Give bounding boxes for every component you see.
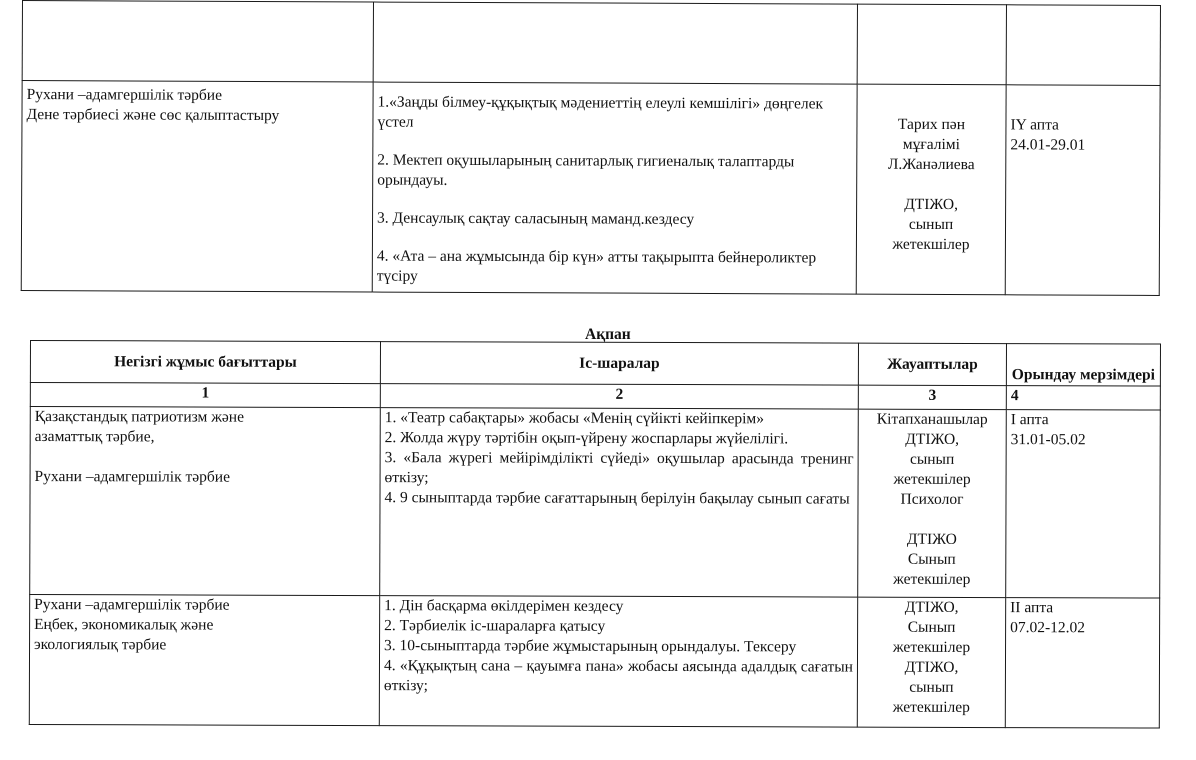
month-title: Ақпан: [585, 326, 631, 343]
deadline-dates: 31.01-05.02: [1010, 431, 1086, 449]
direction-line: азаматтық тәрбие,: [34, 428, 155, 446]
responsible-line: ДТІЖО,: [904, 195, 959, 214]
table-row: [22, 1, 1160, 86]
responsible-line: мұғалімі: [902, 135, 960, 154]
responsible-line: ДТІЖО,: [905, 430, 960, 448]
responsible-line: ДТІЖО,: [904, 658, 959, 676]
activity-item: 4. 9 сыныптарда тәрбие сағаттарының берілуін бақылау сынып сағаты: [384, 489, 850, 508]
header-responsible: Жауаптылар: [858, 343, 1006, 385]
column-number: 2: [380, 384, 858, 410]
deadline-week: IY апта: [1010, 116, 1059, 134]
responsible-line: сынып: [908, 215, 954, 234]
direction-line: Рухани –адамгершілік тәрбие: [34, 468, 231, 486]
table-row: [29, 595, 1159, 729]
plan-table: [29, 340, 1161, 729]
responsible-line: Психолог: [900, 490, 964, 508]
direction-line: Рухани –адамгершілік тәрбие: [26, 86, 223, 104]
empty-cell: [22, 1, 373, 83]
responsible-cell: [858, 409, 1007, 597]
activity-item: 3. 10-сыныптарда тәрбие жұмыстарының орындалуы. Тексеру: [384, 637, 797, 656]
responsible-line: Сынып: [907, 550, 956, 568]
responsible-line: жетекшілер: [892, 638, 971, 656]
column-number-row: [30, 383, 1160, 411]
header-directions: Негізгі жұмыс бағыттары: [30, 341, 380, 384]
activity-item: 2. Жолда жүру тәртібін оқып-үйрену жоспарлары жүйелілігі.: [384, 429, 789, 448]
column-number: 1: [30, 383, 380, 408]
deadline-cell: [1005, 85, 1160, 296]
activities-cell: [380, 408, 859, 598]
responsible-line: сынып: [909, 450, 955, 468]
responsible-line: Кітапханашылар: [876, 410, 988, 429]
activity-item: 4. «Ата – ана жұмысында бір күн» атты тақырыпта бейнероликтер түсіру: [376, 247, 817, 285]
direction-line: Рухани –адамгершілік тәрбие: [34, 596, 230, 614]
deadline-cell: [1006, 410, 1161, 598]
responsible-line: Сынып: [907, 618, 956, 636]
responsible-line: Тарих пән: [897, 115, 966, 134]
activity-item: 1. Дін басқарма өкілдерімен кездесу: [384, 597, 624, 615]
table-row: [30, 407, 1161, 599]
activity-item: 1.«Заңды білмеу-құқықтық мәдениеттің елеулі кемшілігі» дөңгелек үстел: [377, 93, 824, 131]
empty-cell: [1006, 5, 1160, 86]
activity-item: 3. Денсаулық сақтау саласының маманд.кездесу: [377, 209, 695, 228]
activity-item: 2. Тәрбиелік іс-шараларға қатысу: [384, 617, 606, 635]
deadline-dates: 24.01-29.01: [1010, 136, 1086, 154]
activity-item: 2. Мектеп оқушыларының санитарлық гигиеналық талаптарды орындауы.: [377, 151, 795, 189]
activities-cell: [379, 596, 857, 728]
deadline-week: I апта: [1010, 411, 1049, 429]
responsible-line: ДТІЖО: [906, 530, 957, 548]
header-activities: Іс-шаралар: [380, 342, 858, 386]
deadline-week: II апта: [1010, 599, 1054, 617]
activity-item: 4. «Құқықтың сана – қауымға пана» жобасы аясында адалдық сағатын өткізу;: [383, 657, 854, 695]
deadline-cell: [1005, 598, 1159, 728]
directions-cell: [29, 595, 379, 726]
header-deadline: Орындау мерзімдері: [1006, 344, 1160, 386]
previous-month-table: [21, 0, 1161, 296]
activity-item: 3. «Бала жүрегі мейірімділікті сүйеді» оқушылар арасында тренинг өткізу;: [384, 449, 854, 487]
header-row: [30, 341, 1160, 387]
empty-cell: [373, 2, 857, 84]
responsible-line: сынып: [909, 678, 954, 696]
direction-line: Дене тәрбиесі және сөс қалыптастыру: [26, 106, 280, 125]
directions-cell: [30, 407, 381, 596]
responsible-line: ДТІЖО,: [904, 598, 959, 616]
responsible-line: жетекшілер: [893, 470, 971, 488]
direction-line: Қазақстандық патриотизм және: [34, 408, 245, 426]
table-row: [21, 81, 1160, 296]
direction-line: экологиялық тәрбие: [34, 636, 167, 654]
activity-item: 1. «Театр сабақтары» жобасы «Менің сүйікті кейіпкерім»: [384, 409, 764, 428]
responsible-cell: [857, 597, 1005, 727]
column-number: 3: [858, 385, 1006, 409]
direction-line: Еңбек, экономикалық және: [34, 616, 214, 634]
activities-cell: [372, 82, 857, 294]
responsible-cell: [856, 84, 1006, 295]
empty-cell: [857, 4, 1006, 85]
responsible-line: жетекшілер: [893, 570, 971, 588]
responsible-line: жетекшілер: [892, 235, 970, 254]
responsible-line: Л.Жанәлиева: [887, 155, 975, 174]
directions-cell: [21, 81, 373, 293]
responsible-line: жетекшілер: [892, 698, 970, 716]
column-number: 4: [1006, 386, 1160, 410]
deadline-dates: 07.02-12.02: [1010, 619, 1086, 637]
